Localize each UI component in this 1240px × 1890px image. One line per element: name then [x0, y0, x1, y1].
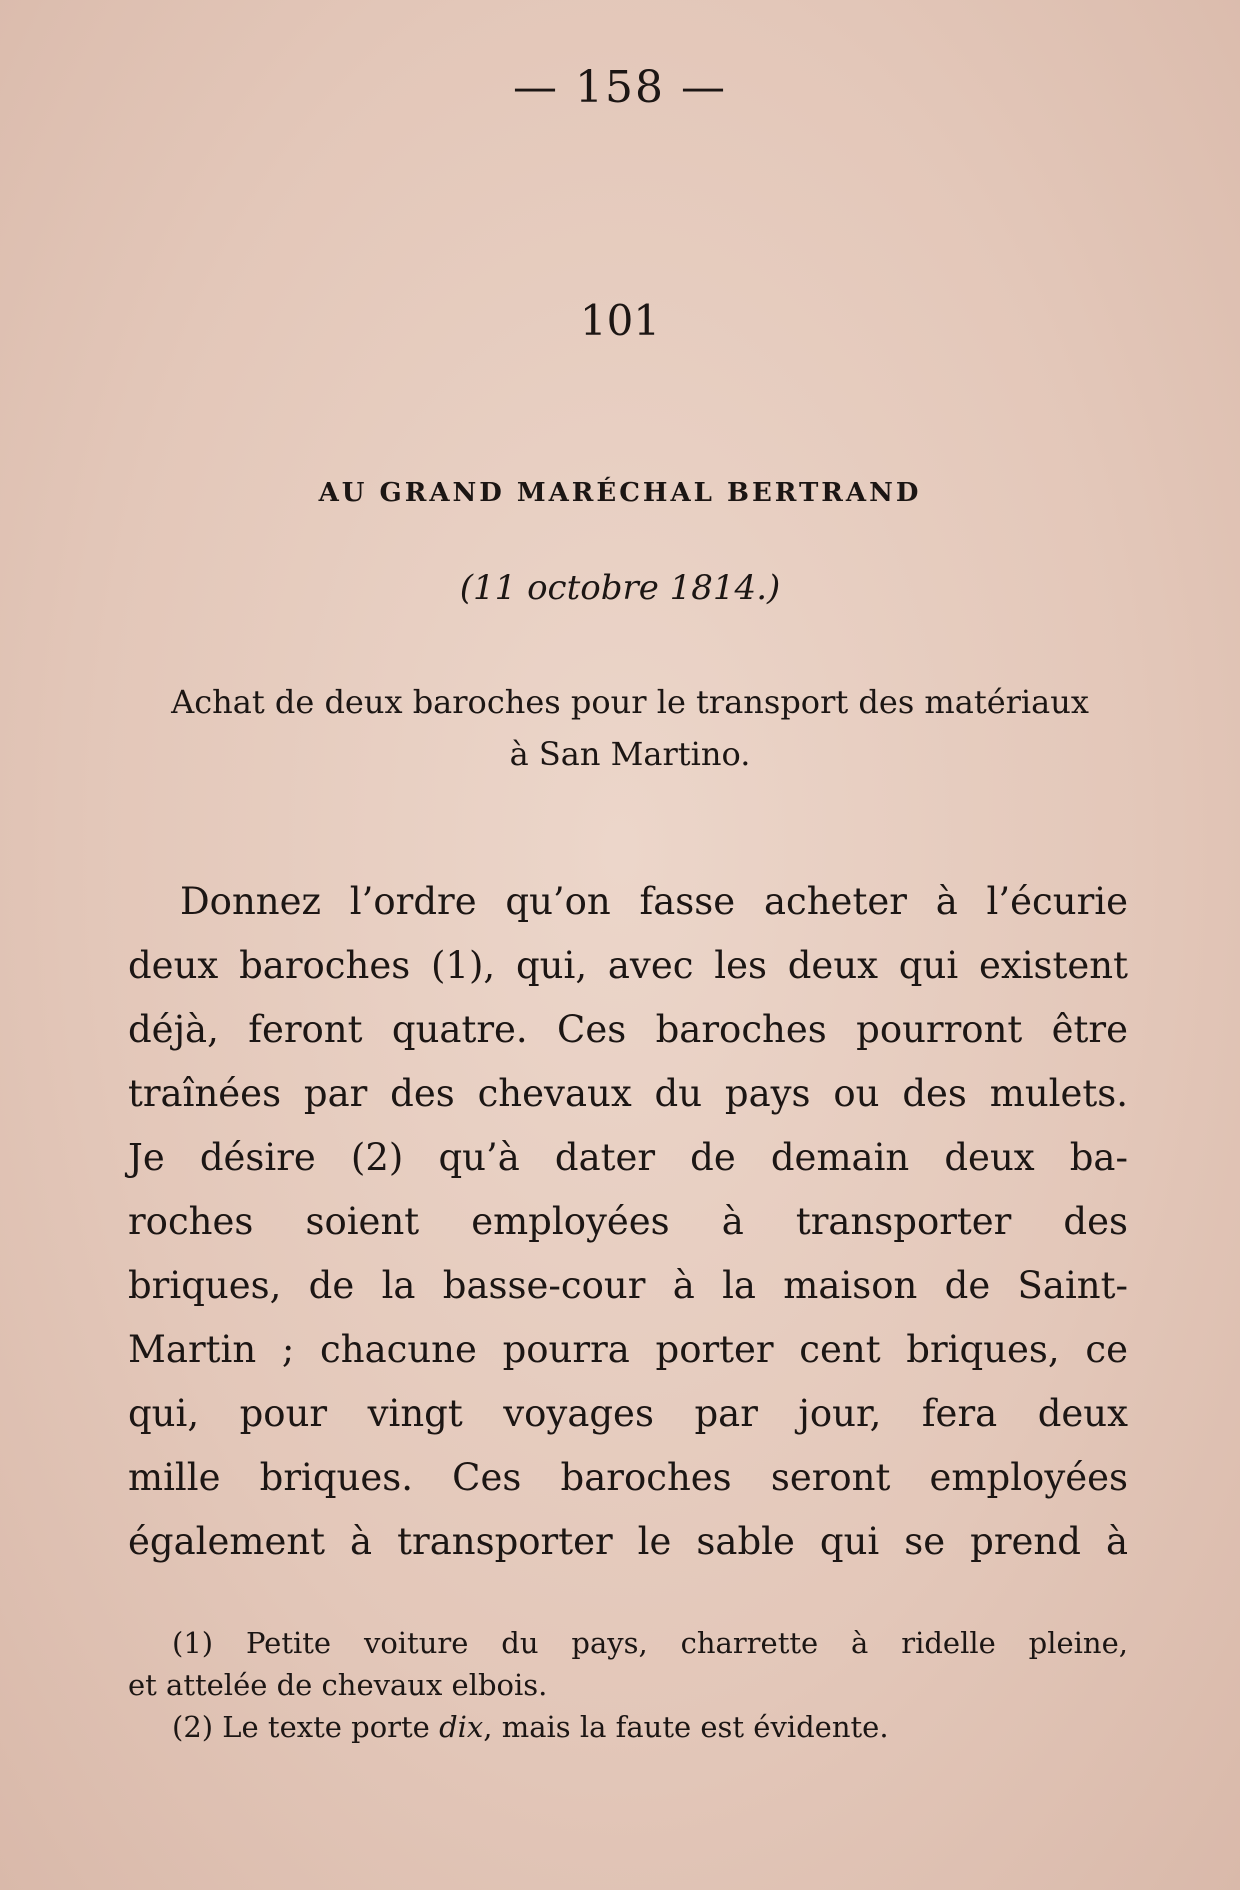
body-line: Donnez l’ordre qu’on fasse acheter à l’écurie [180, 880, 1128, 923]
summary-line: à San Martino. [509, 735, 751, 773]
footnotes [128, 1622, 1128, 1748]
footnote-2-italic-word: dix [439, 1710, 484, 1744]
body-line: deux baroches (1), qui, avec les deux qui existent [128, 944, 1128, 987]
body-line: roches soient employées à transporter des [128, 1200, 1128, 1243]
footnote-1-line-1: (1) Petite voiture du pays, charrette à ridelle pleine, [172, 1626, 1128, 1660]
page-number: — 158 — [513, 62, 727, 113]
footnote-1-line-2: et attelée de chevaux elbois. [128, 1668, 548, 1702]
footnote-2-text-after: , mais la faute est évidente. [483, 1710, 889, 1744]
body-line: Martin ; chacune pourra porter cent briques, ce [128, 1328, 1128, 1371]
summary-line: Achat de deux baroches pour le transport des matériaux [171, 683, 1089, 721]
body-line: mille briques. Ces baroches seront employées [128, 1456, 1128, 1499]
footnote-2-text-before: (2) Le texte porte [172, 1710, 440, 1744]
body-line: traînées par des chevaux du pays ou des mulets. [128, 1072, 1128, 1115]
letter-recipient: AU GRAND MARÉCHAL BERTRAND [318, 478, 922, 508]
letter-number: 101 [579, 296, 661, 345]
body-line: déjà, feront quatre. Ces baroches pourront être [128, 1008, 1128, 1051]
body-line: qui, pour vingt voyages par jour, fera deux [128, 1392, 1128, 1435]
body-line: également à transporter le sable qui se prend à [128, 1520, 1128, 1563]
footnote-2 [128, 1706, 1128, 1748]
body-line: Je désire (2) qu’à dater de demain deux ba- [128, 1136, 1128, 1179]
letter-summary [120, 676, 1140, 780]
letter-body [128, 870, 1128, 1574]
letter-date: (11 octobre 1814.) [459, 568, 781, 608]
body-line: briques, de la basse-cour à la maison de Saint- [128, 1264, 1128, 1307]
